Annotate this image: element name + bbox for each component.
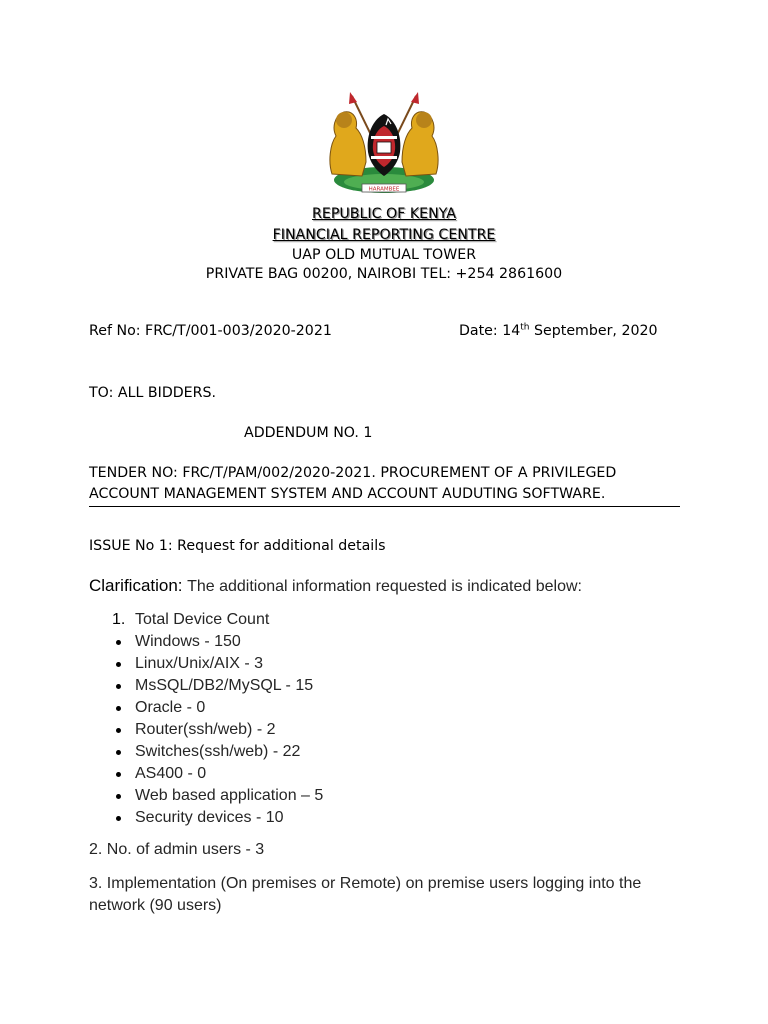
list-item-text: Oracle - 0	[135, 699, 206, 716]
bullet-icon	[116, 750, 121, 755]
issue-heading: ISSUE No 1: Request for additional details	[89, 538, 386, 554]
clarification-paragraph	[89, 577, 582, 596]
list-number: 1.	[112, 611, 126, 628]
recipient-line: TO: ALL BIDDERS.	[89, 385, 217, 401]
list-item-text: Switches(ssh/web) - 22	[135, 743, 301, 760]
document-date: Date: 14th September, 2020	[459, 322, 658, 339]
addendum-title: ADDENDUM NO. 1	[244, 425, 373, 441]
tender-line-2: ACCOUNT MANAGEMENT SYSTEM AND ACCOUNT AUDUTING SOFTWARE.	[89, 486, 606, 502]
bullet-icon	[116, 772, 121, 777]
bullet-icon	[116, 684, 121, 689]
list-item-text: Security devices - 10	[135, 809, 284, 826]
reference-number: Ref No: FRC/T/001-003/2020-2021	[89, 323, 332, 339]
list-item-text: AS400 - 0	[135, 765, 207, 782]
bullet-icon	[116, 816, 121, 821]
tender-line-1: TENDER NO: FRC/T/PAM/002/2020-2021. PROCUREMENT OF A PRIVILEGED	[89, 465, 617, 481]
section-divider	[89, 506, 680, 507]
clarification-label: Clarification:	[89, 576, 183, 595]
list-item-text: Router(ssh/web) - 2	[135, 721, 276, 738]
list-item-text: MsSQL/DB2/MySQL - 15	[135, 677, 314, 694]
bullet-icon	[116, 640, 121, 645]
building-line: UAP OLD MUTUAL TOWER	[291, 247, 477, 263]
organization-heading: FINANCIAL REPORTING CENTRE	[272, 227, 496, 243]
clarification-text: The additional information requested is indicated below:	[187, 578, 582, 595]
bullet-icon	[116, 728, 121, 733]
implementation-line-1: 3. Implementation (On premises or Remote) on premise users logging into the	[89, 875, 642, 892]
bullet-icon	[116, 706, 121, 711]
bullet-icon	[116, 662, 121, 667]
admin-users-line: 2. No. of admin users - 3	[89, 841, 265, 858]
list-item-text: Web based application – 5	[135, 787, 324, 804]
bullet-icon	[116, 794, 121, 799]
country-heading: REPUBLIC OF KENYA	[312, 206, 456, 222]
coat-of-arms-emblem	[322, 92, 446, 200]
list-item-text: Total Device Count	[135, 611, 270, 628]
list-item-text: Linux/Unix/AIX - 3	[135, 655, 264, 672]
address-line: PRIVATE BAG 00200, NAIROBI TEL: +254 2861600	[205, 266, 563, 282]
svg-text:HARAMBEE: HARAMBEE	[368, 186, 400, 193]
list-item-text: Windows - 150	[135, 633, 241, 650]
implementation-line-2: network (90 users)	[89, 897, 222, 914]
